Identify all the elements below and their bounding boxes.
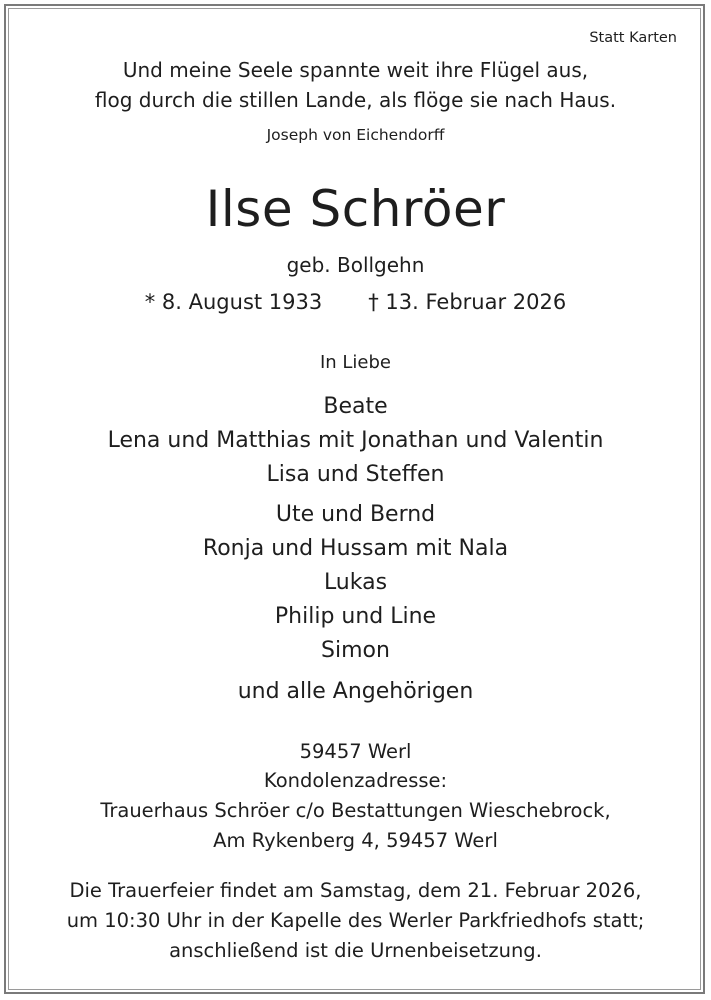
place: 59457 Werl (299, 740, 412, 763)
birth-date: * 8. August 1933 (144, 290, 323, 314)
funeral-line-3: anschließend ist die Urnenbeisetzung. (169, 939, 542, 962)
mourner-7: Philip und Line (274, 604, 437, 629)
mourner-9: und alle Angehörigen (237, 679, 474, 704)
deceased-name: Ilse Schröer (205, 180, 506, 238)
mourner-2: Lena und Matthias mit Jonathan und Valentin (107, 428, 604, 453)
birth-name: geb. Bollgehn (286, 253, 425, 277)
quote-author: Joseph von Eichendorff (266, 126, 445, 144)
condolence-address-line-1: Trauerhaus Schröer c/o Bestattungen Wieschebrock, (100, 799, 611, 822)
life-dates (0, 290, 711, 314)
quote-line-2: flog durch die stillen Lande, als flöge sie nach Haus. (94, 88, 617, 112)
mourner-5: Ronja und Hussam mit Nala (202, 536, 509, 561)
condolence-label: Kondolenzadresse: (263, 769, 448, 792)
mourner-3: Lisa und Steffen (266, 462, 445, 487)
quote-line-1: Und meine Seele spannte weit ihre Flügel aus, (122, 58, 589, 82)
funeral-line-1: Die Trauerfeier findet am Samstag, dem 21. Februar 2026, (69, 879, 642, 902)
funeral-line-2: um 10:30 Uhr in der Kapelle des Werler Parkfriedhofs statt; (66, 909, 645, 932)
mourner-4: Ute und Bernd (275, 502, 436, 527)
mourner-8: Simon (321, 638, 390, 663)
condolence-address-line-2: Am Rykenberg 4, 59457 Werl (213, 829, 498, 852)
death-date: † 13. Februar 2026 (368, 290, 567, 314)
mourner-6: Lukas (323, 570, 388, 595)
in-love-label: In Liebe (319, 352, 392, 373)
mourner-1: Beate (323, 394, 388, 419)
statt-karten-note: Statt Karten (589, 30, 677, 46)
